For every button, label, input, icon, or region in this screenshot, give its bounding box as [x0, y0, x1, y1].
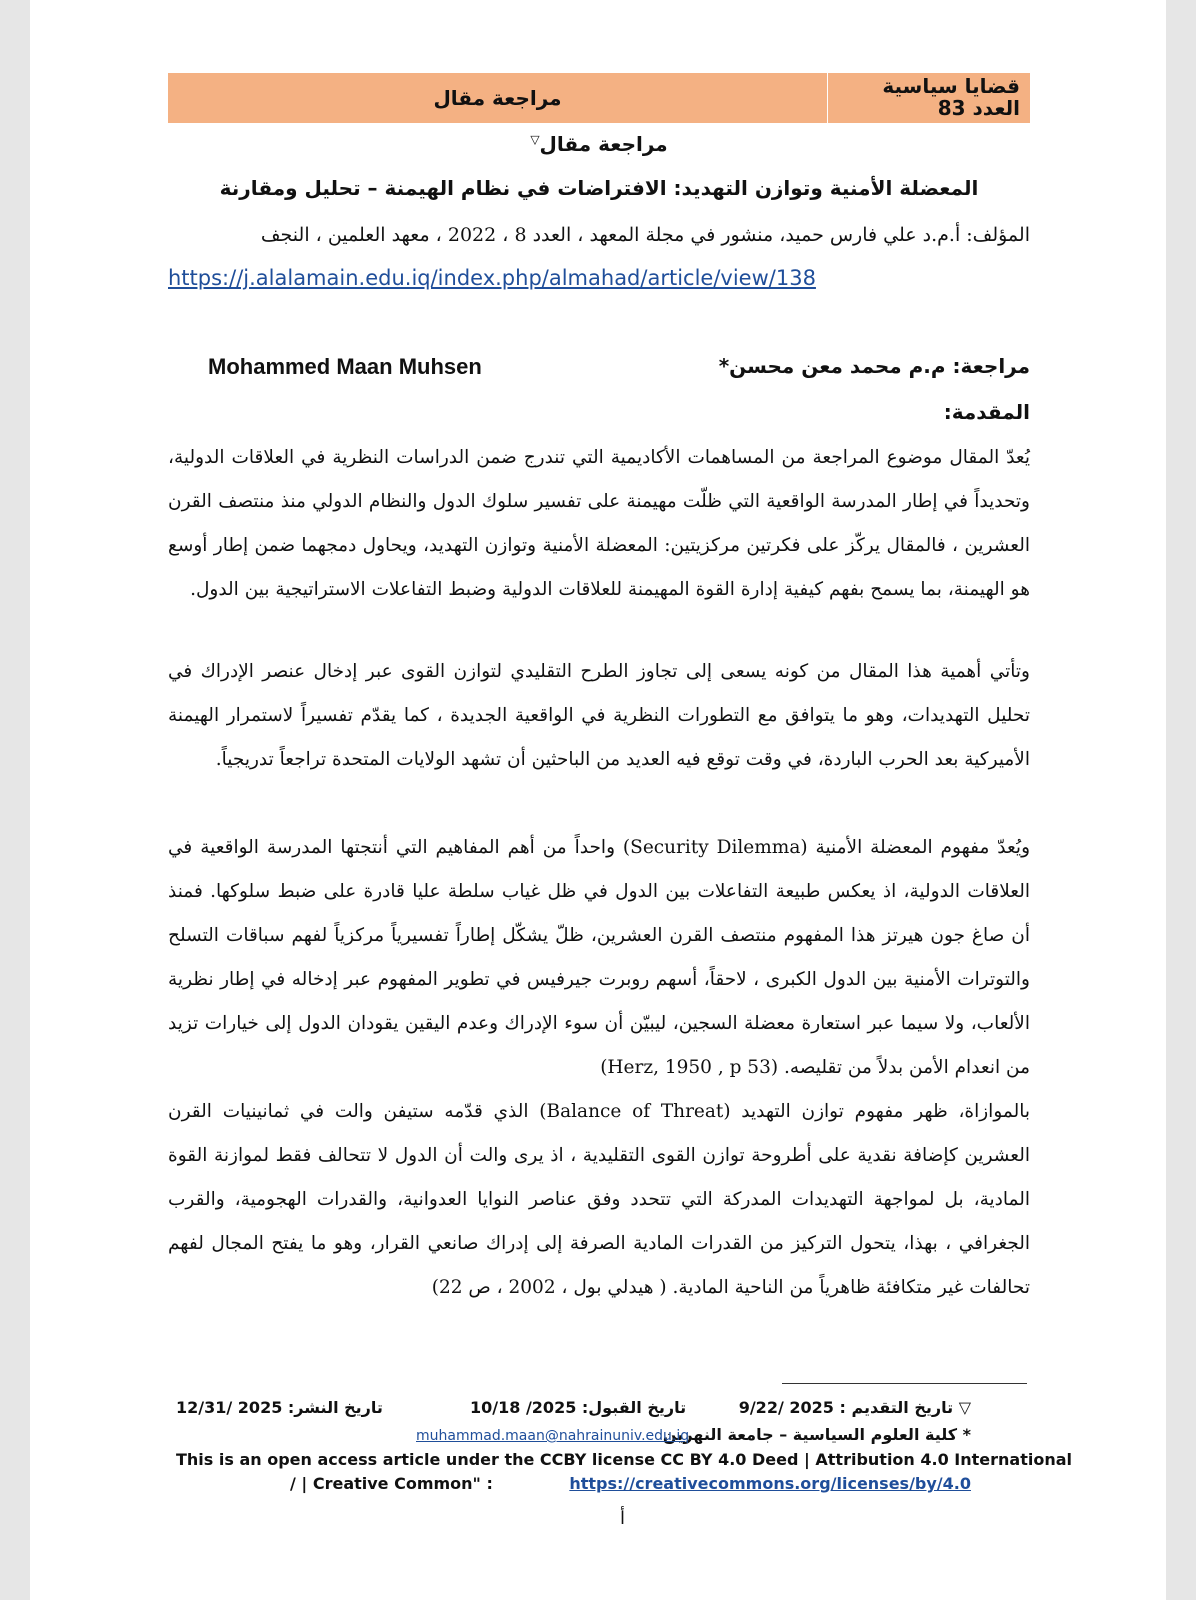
author-line: المؤلف: أ.م.د علي فارس حميد، منشور في مجلة المعهد ، العدد 8 ، 2022 ، معهد العلمين ، النجف [260, 224, 1030, 246]
publication-date: تاريخ النشر: 2025 /12/31 [176, 1398, 383, 1417]
article-url-line [168, 266, 1030, 290]
body-paragraph-4: بالموازاة، ظهر مفهوم توازن التهديد (Balance of Threat) الذي قدّمه ستيفن والت في ثمانينيات القرن العشرين كإضافة نقدية على أطروحة توازن القوى التقليدية ، اذ يرى والت أن الدول لا تتحالف فقط لموازنة القوة المادية، بل لمواجهة التهديدات المدركة التي تتحدد وفق عناصر النوايا العدوانية، والقدرات الهجومية، والقرب الجغرافي ، بهذا، يتحول التركيز من القدرات المادية الصرفة إلى إدراك صانعي القرار، وهو ما يفتح المجال لفهم تحالفات غير متكافئة ظاهرياً من الناحية المادية. ( هيدلي بول ، 2002 ، ص 22) [168, 1101, 1030, 1298]
creative-common-label: / | Creative Common" : [290, 1474, 493, 1493]
license-link[interactable]: https://creativecommons.org/licenses/by/4.0 [569, 1474, 971, 1493]
reviewer-english: Mohammed Maan Muhsen [208, 354, 482, 379]
email-line [416, 1425, 689, 1444]
acceptance-date: تاريخ القبول: 2025/ 10/18 [470, 1398, 687, 1417]
footnote-mark: ▽ [530, 132, 540, 147]
journal-info [828, 73, 1030, 123]
reviewer-affiliation: * كلية العلوم السياسية – جامعة النهرين [662, 1425, 971, 1444]
journal-header-bar [168, 73, 1030, 123]
scan-border-left [0, 0, 30, 1600]
license-statement: This is an open access article under the CCBY license CC BY 4.0 Deed | Attribution 4.0 International [176, 1450, 1073, 1469]
intro-heading: المقدمة: [943, 400, 1030, 424]
footnote-rule [782, 1383, 1027, 1384]
article-type-heading [168, 132, 1030, 156]
body-paragraph-2: وتأتي أهمية هذا المقال من كونه يسعى إلى تجاوز الطرح التقليدي لتوازن القوى عبر إدخال عنصر الإدراك في تحليل التهديدات، وهو ما يتوافق مع التطورات النظرية في الواقعية الجديدة ، كما يقدّم تفسيراً لاستمرار الهيمنة الأميركية بعد الحرب الباردة، في وقت توقع فيه العديد من الباحثين أن تشهد الولايات المتحدة تراجعاً تدريجياً. [168, 661, 1030, 770]
reviewer-arabic: مراجعة: م.م محمد معن محسن* [718, 354, 1030, 378]
issue-number: العدد 83 [937, 96, 1020, 120]
body-paragraph-3: ويُعدّ مفهوم المعضلة الأمنية (Security Dilemma) واحداً من أهم المفاهيم التي أنتجتها المدرسة الواقعية في العلاقات الدولية، اذ يعكس طبيعة التفاعلات بين الدول في ظل غياب سلطة عليا قادرة على ضبط سلوكها. فمنذ أن صاغ جون هيرتز هذا المفهوم منتصف القرن العشرين، ظلّ يشكّل إطاراً تفسيرياً مركزياً لفهم سباقات التسلح والتوترات الأمنية بين الدول الكبرى ، لاحقاً، أسهم روبرت جيرفيس في تطوير المفهوم عبر إدخاله في إطار نظرية الألعاب، ولا سيما عبر استعارة معضلة السجين، ليبيّن أن سوء الإدراك وعدم اليقين يقودان الدول إلى خيارات تزيد من انعدام الأمن بدلاً من تقليصه. (Herz, 1950 , p 53) [168, 837, 1031, 1078]
article-type-label: مراجعة مقال [539, 132, 668, 156]
email-link[interactable]: muhammad.maan@nahrainuniv.edu.iq [416, 1428, 690, 1444]
article-title: المعضلة الأمنية وتوازن التهديد: الافتراضات في نظام الهيمنة – تحليل ومقارنة [219, 176, 979, 200]
page-number: أ [620, 1508, 626, 1529]
scan-border-right [1166, 0, 1196, 1600]
section-label: مراجعة مقال [433, 86, 562, 110]
license-url-line [569, 1474, 971, 1493]
reviewer-line [168, 354, 1030, 378]
submission-date: ▽ تاريخ التقديم : 2025 /9/22 [738, 1398, 971, 1417]
body-paragraph-1: يُعدّ المقال موضوع المراجعة من المساهمات الأكاديمية التي تندرج ضمن الدراسات النظرية في العلاقات الدولية، وتحديداً في إطار المدرسة الواقعية التي ظلّت مهيمنة على تفسير سلوك الدول والنظام الدولي منذ منتصف القرن العشرين ، فالمقال يركّز على فكرتين مركزيتين: المعضلة الأمنية وتوازن التهديد، ويحاول دمجهما ضمن إطار أوسع هو الهيمنة، بما يسمح بفهم كيفية إدارة القوة المهيمنة للعلاقات الدولية وضبط التفاعلات الاستراتيجية بين الدول. [168, 447, 1030, 600]
article-link[interactable]: https://j.alalamain.edu.iq/index.php/almahad/article/view/138 [168, 266, 816, 290]
document-page [30, 0, 1166, 1600]
journal-name: قضايا سياسية [882, 74, 1020, 98]
